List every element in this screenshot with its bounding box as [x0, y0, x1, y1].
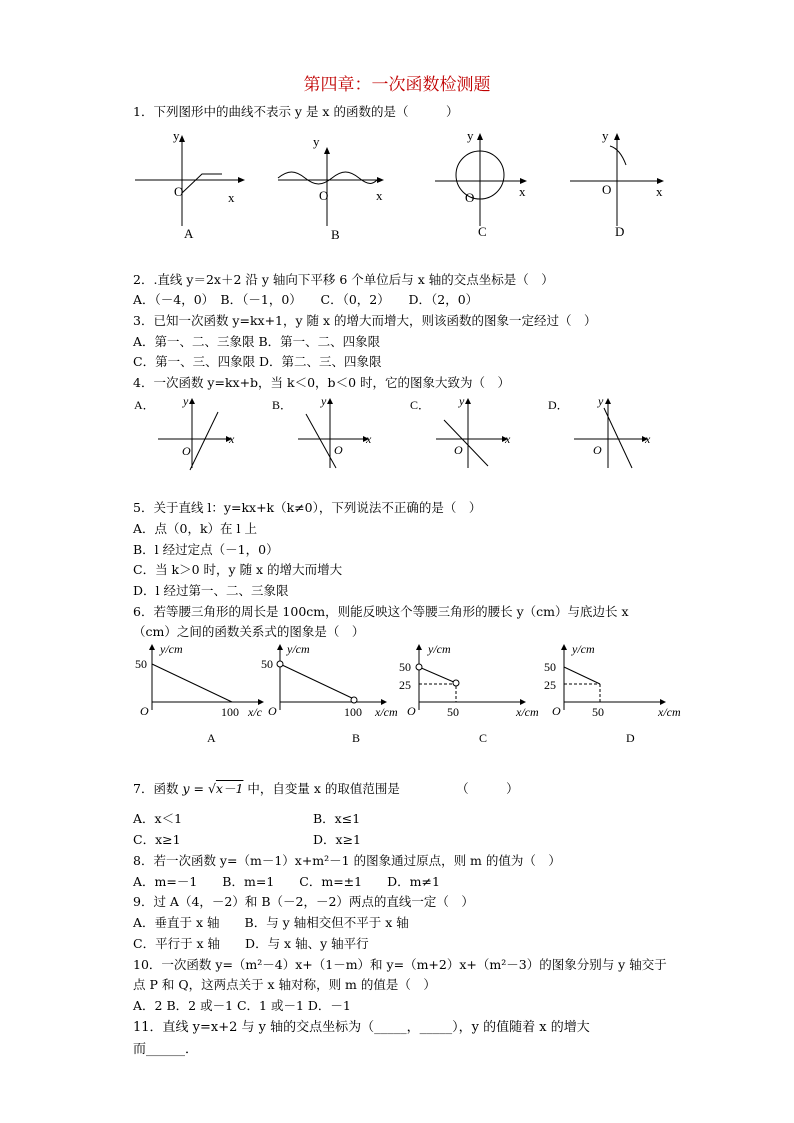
q7-radicand: x－1 — [215, 781, 244, 796]
origin-label: O — [552, 704, 561, 718]
x-axis-label: x — [505, 432, 511, 446]
q5-option-a: A．点（0，k）在 l 上 — [133, 521, 257, 536]
q10-options: A．2 B．2 或－1 C．1 或－1 D．－1 — [133, 998, 351, 1013]
q3-options-2: C．第一、三、四象限 D．第二、三、四象限 — [133, 354, 382, 369]
q4-stem: 4．一次函数 y=kx+b，当 k＜0，b＜0 时，它的图象大致为（ ） — [133, 375, 510, 390]
option-label-b: B． — [272, 398, 293, 412]
y-axis-label: y/cm — [287, 642, 310, 656]
option-label-a: A — [207, 731, 216, 745]
q7-suffix: 中，自变量 x 的取值范围是 （ ） — [247, 781, 519, 796]
y-axis-label: y/cm — [428, 642, 451, 656]
y-axis-label: y/cm — [572, 642, 595, 656]
origin-label: O — [140, 704, 149, 718]
y-axis-label: y — [602, 128, 609, 143]
q5-stem: 5．关于直线 l：y=kx+k（k≠0），下列说法不正确的是（ ） — [133, 500, 482, 515]
y-axis-label: y — [313, 134, 320, 149]
option-label-d: D — [626, 731, 635, 745]
y-axis-label: y — [183, 394, 189, 408]
x-tick-50: 50 — [447, 705, 459, 719]
q1-graph-c — [430, 126, 540, 246]
x-tick-50: 50 — [592, 705, 604, 719]
q7-option-d: D．x≥1 — [313, 832, 361, 847]
origin-label: O — [593, 443, 602, 457]
origin-label: O — [182, 444, 191, 458]
y-axis-label: y — [598, 394, 604, 408]
y-tick-50: 50 — [399, 660, 411, 674]
q4-graph-c — [408, 392, 528, 472]
option-label-b: B — [331, 227, 340, 242]
option-label-b: B — [352, 731, 361, 745]
q4-graph-d — [546, 392, 666, 472]
x-axis-label: x/c — [248, 705, 262, 719]
origin-label: O — [319, 188, 329, 203]
q1-graph-a — [130, 126, 250, 246]
origin-label: O — [454, 443, 463, 457]
origin-label: O — [465, 190, 475, 205]
q7-stem — [133, 781, 519, 797]
option-label-d: D — [615, 224, 625, 239]
y-tick-50: 50 — [135, 657, 147, 671]
q6-graph-c — [396, 640, 546, 750]
q3-options-1: A．第一、二、三象限 B．第一、二、四象限 — [133, 334, 381, 349]
q4-graph-a — [130, 392, 250, 472]
y-tick-25: 25 — [544, 678, 556, 692]
x-axis-label: x/cm — [516, 705, 539, 719]
x-axis-label: x/cm — [658, 705, 681, 719]
origin-label: O — [268, 704, 277, 718]
x-axis-label: x — [376, 188, 383, 203]
q6-graph-b — [257, 640, 407, 750]
q7-eq: = — [193, 781, 204, 796]
q10-stem-2: 点 P 和 Q，这两点关于 x 轴对称，则 m 的值是（ ） — [133, 977, 436, 992]
y-tick-50: 50 — [261, 657, 273, 671]
q7-prefix: 7．函数 — [133, 781, 179, 796]
q6-graph-a — [132, 640, 267, 750]
y-axis-label: y — [173, 128, 180, 143]
origin-label: O — [602, 182, 612, 197]
page-title: 第四章：一次函数检测题 — [303, 75, 491, 95]
origin-label: O — [174, 184, 184, 199]
q7-option-b: B．x≤1 — [313, 811, 361, 826]
q11-line-2: 而______． — [133, 1042, 199, 1057]
q1-stem: 1．下列图形中的曲线不表示 y 是 x 的函数的是（ ） — [133, 104, 459, 119]
y-tick-25: 25 — [399, 678, 411, 692]
q5-option-d: D．l 经过第一、二、三象限 — [133, 583, 289, 598]
x-axis-label: x — [645, 432, 651, 446]
x-axis-label: x — [229, 432, 235, 446]
q8-stem: 8．若一次函数 y=（m－1）x+m²－1 的图象通过原点，则 m 的值为（ ） — [133, 853, 561, 868]
option-label-a: A — [184, 226, 194, 241]
option-label-c: C． — [410, 398, 431, 412]
q3-stem: 3．已知一次函数 y=kx+1，y 随 x 的增大而增大，则该函数的图象一定经过（ ） — [133, 313, 597, 328]
option-label-c: C — [478, 224, 487, 239]
q2-options: A．（－4，0） B．（－1，0） C．（0，2） D．（2，0） — [133, 292, 479, 307]
x-axis-label: x/cm — [375, 705, 398, 719]
x-axis-label: x — [366, 432, 372, 446]
q7-option-c: C．x≥1 — [133, 832, 181, 847]
origin-label: O — [407, 704, 416, 718]
q10-stem-1: 10．一次函数 y=（m²－4）x+（1－m）和 y=（m+2）x+（m²－3）的图象分别与 y 轴交于 — [133, 957, 667, 972]
q7-option-a: A．x＜1 — [133, 811, 183, 826]
y-axis-label: y — [321, 394, 327, 408]
q4-graph-b — [270, 392, 390, 472]
option-label-d: D． — [548, 398, 569, 412]
x-axis-label: x — [656, 184, 663, 199]
q9-stem: 9．过 A（4，－2）和 B（－2，－2）两点的直线一定（ ） — [133, 894, 474, 909]
q5-option-b: B．l 经过定点（－1，0） — [133, 542, 279, 557]
y-axis-label: y — [459, 394, 465, 408]
y-tick-50: 50 — [544, 660, 556, 674]
sqrt-icon: √ — [207, 781, 216, 796]
x-axis-label: x — [228, 190, 235, 205]
origin-label: O — [334, 443, 343, 457]
q11-line-1: 11．直线 y=x+2 与 y 轴的交点坐标为（_____，_____），y 的值随着 x 的增大 — [133, 1020, 590, 1035]
option-label-a: A． — [134, 398, 155, 412]
q8-options: A．m=－1 B．m=1 C．m=±1 D．m≠1 — [133, 874, 440, 889]
q6-stem-1: 6．若等腰三角形的周长是 100cm，则能反映这个等腰三角形的腰长 y（cm）与底边长 x — [133, 604, 629, 619]
q5-option-c: C．当 k＞0 时，y 随 x 的增大而增大 — [133, 562, 343, 577]
q1-graph-d — [565, 126, 675, 246]
y-axis-label: y/cm — [160, 642, 183, 656]
x-axis-label: x — [519, 184, 526, 199]
option-label-c: C — [479, 731, 488, 745]
y-axis-label: y — [467, 128, 474, 143]
x-tick-100: 100 — [344, 705, 362, 719]
q9-options-1: A．垂直于 x 轴 B．与 y 轴相交但不平于 x 轴 — [133, 915, 409, 930]
q6-graph-d — [540, 640, 690, 750]
q7-y: y — [182, 781, 190, 796]
q2-stem: 2．.直线 y＝2x＋2 沿 y 轴向下平移 6 个单位后与 x 轴的交点坐标是（ ） — [133, 272, 554, 287]
q9-options-2: C．平行于 x 轴 D．与 x 轴、y 轴平行 — [133, 936, 369, 951]
x-tick-100: 100 — [221, 705, 239, 719]
q6-stem-2: （cm）之间的函数关系式的图象是（ ） — [133, 624, 365, 639]
q1-graph-b — [275, 126, 395, 246]
